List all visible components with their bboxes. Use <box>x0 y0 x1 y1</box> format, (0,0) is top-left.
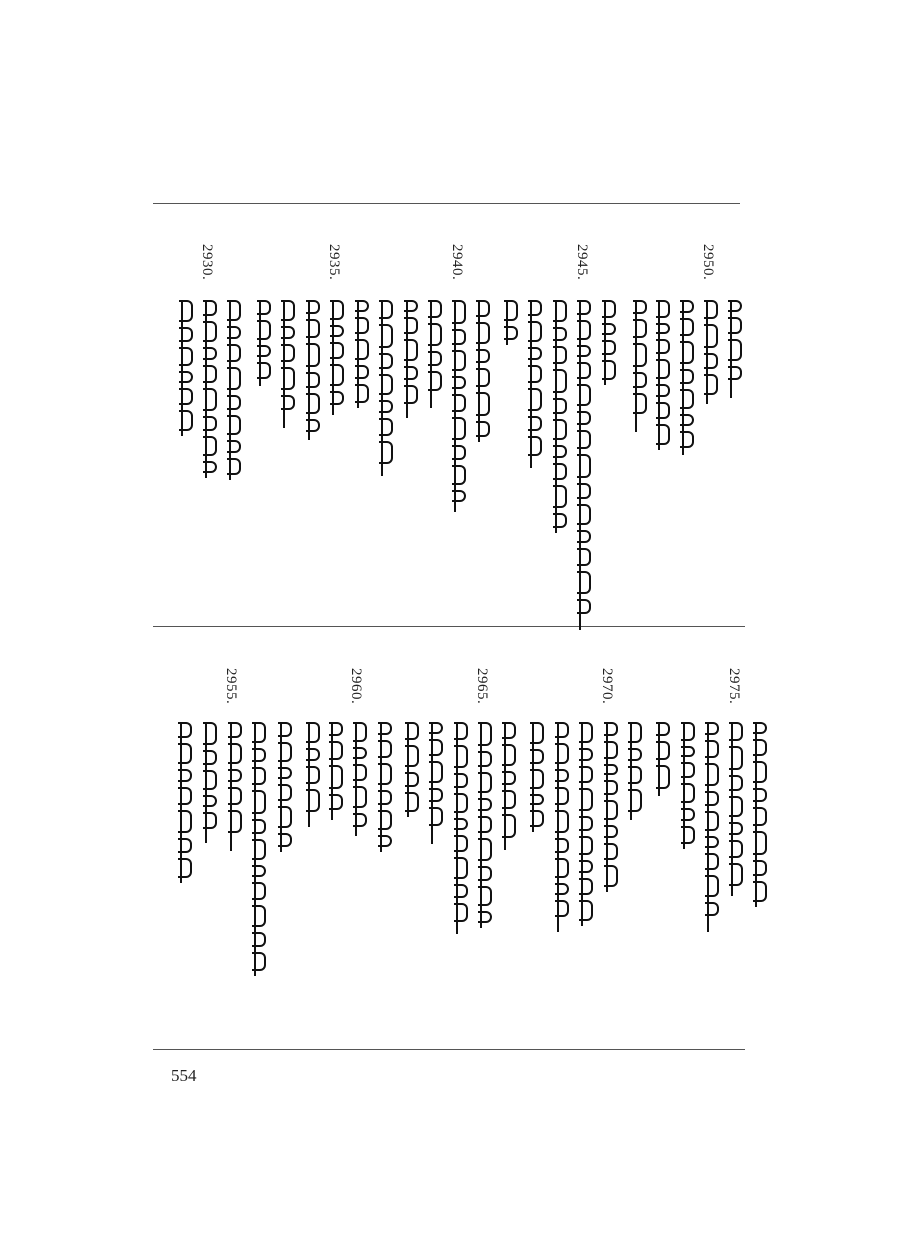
verse-column <box>524 722 542 832</box>
line-number-2975: 2975. <box>726 668 742 705</box>
verse-column <box>272 722 290 852</box>
verse-column <box>596 300 614 385</box>
verse-column <box>173 300 191 436</box>
line-number-2940: 2940. <box>449 244 465 281</box>
verse-column <box>698 300 716 404</box>
verse-column <box>300 300 318 440</box>
verse-column <box>547 300 565 533</box>
verse-column <box>522 300 540 468</box>
verse-column <box>650 722 668 796</box>
verse-column <box>498 300 516 345</box>
verse-column <box>221 300 239 480</box>
bottom-rule <box>153 1049 745 1050</box>
middle-rule <box>153 626 745 627</box>
verse-column <box>722 300 740 398</box>
line-number-2965: 2965. <box>474 668 490 705</box>
verse-column <box>422 300 440 408</box>
verse-column <box>472 722 490 928</box>
verse-column <box>699 722 717 932</box>
verse-column <box>347 722 365 836</box>
verse-column <box>246 722 264 976</box>
verse-column <box>448 722 466 934</box>
verse-column <box>674 300 692 455</box>
verse-column <box>446 300 464 512</box>
verse-column <box>275 300 293 428</box>
verse-column <box>172 722 190 883</box>
verse-column <box>222 722 240 851</box>
verse-column <box>723 722 741 896</box>
line-number-2945: 2945. <box>574 244 590 281</box>
line-number-2950: 2950. <box>700 244 716 281</box>
verse-column <box>251 300 269 386</box>
verse-column <box>197 722 215 843</box>
line-number-2955: 2955. <box>223 668 239 705</box>
verse-column <box>622 722 640 820</box>
verse-column <box>372 722 390 852</box>
line-number-2960: 2960. <box>348 668 364 705</box>
verse-column <box>470 300 488 442</box>
verse-column <box>399 722 417 817</box>
verse-column <box>571 300 589 630</box>
verse-column <box>323 722 341 820</box>
verse-column <box>549 722 567 932</box>
line-number-2970: 2970. <box>599 668 615 705</box>
verse-column <box>324 300 342 415</box>
verse-column <box>573 722 591 926</box>
verse-column <box>627 300 645 432</box>
verse-column <box>349 300 367 408</box>
verse-column <box>496 722 514 850</box>
verse-column <box>675 722 693 849</box>
verse-column <box>650 300 668 450</box>
verse-column <box>598 722 616 892</box>
verse-column <box>747 722 765 907</box>
verse-column <box>197 300 215 478</box>
page-number: 554 <box>171 1066 197 1085</box>
top-rule <box>153 203 740 204</box>
verse-column <box>398 300 416 418</box>
verse-column <box>423 722 441 844</box>
line-number-2935: 2935. <box>326 244 342 281</box>
line-number-2930: 2930. <box>199 244 215 281</box>
verse-column <box>373 300 391 476</box>
verse-column <box>300 722 318 827</box>
